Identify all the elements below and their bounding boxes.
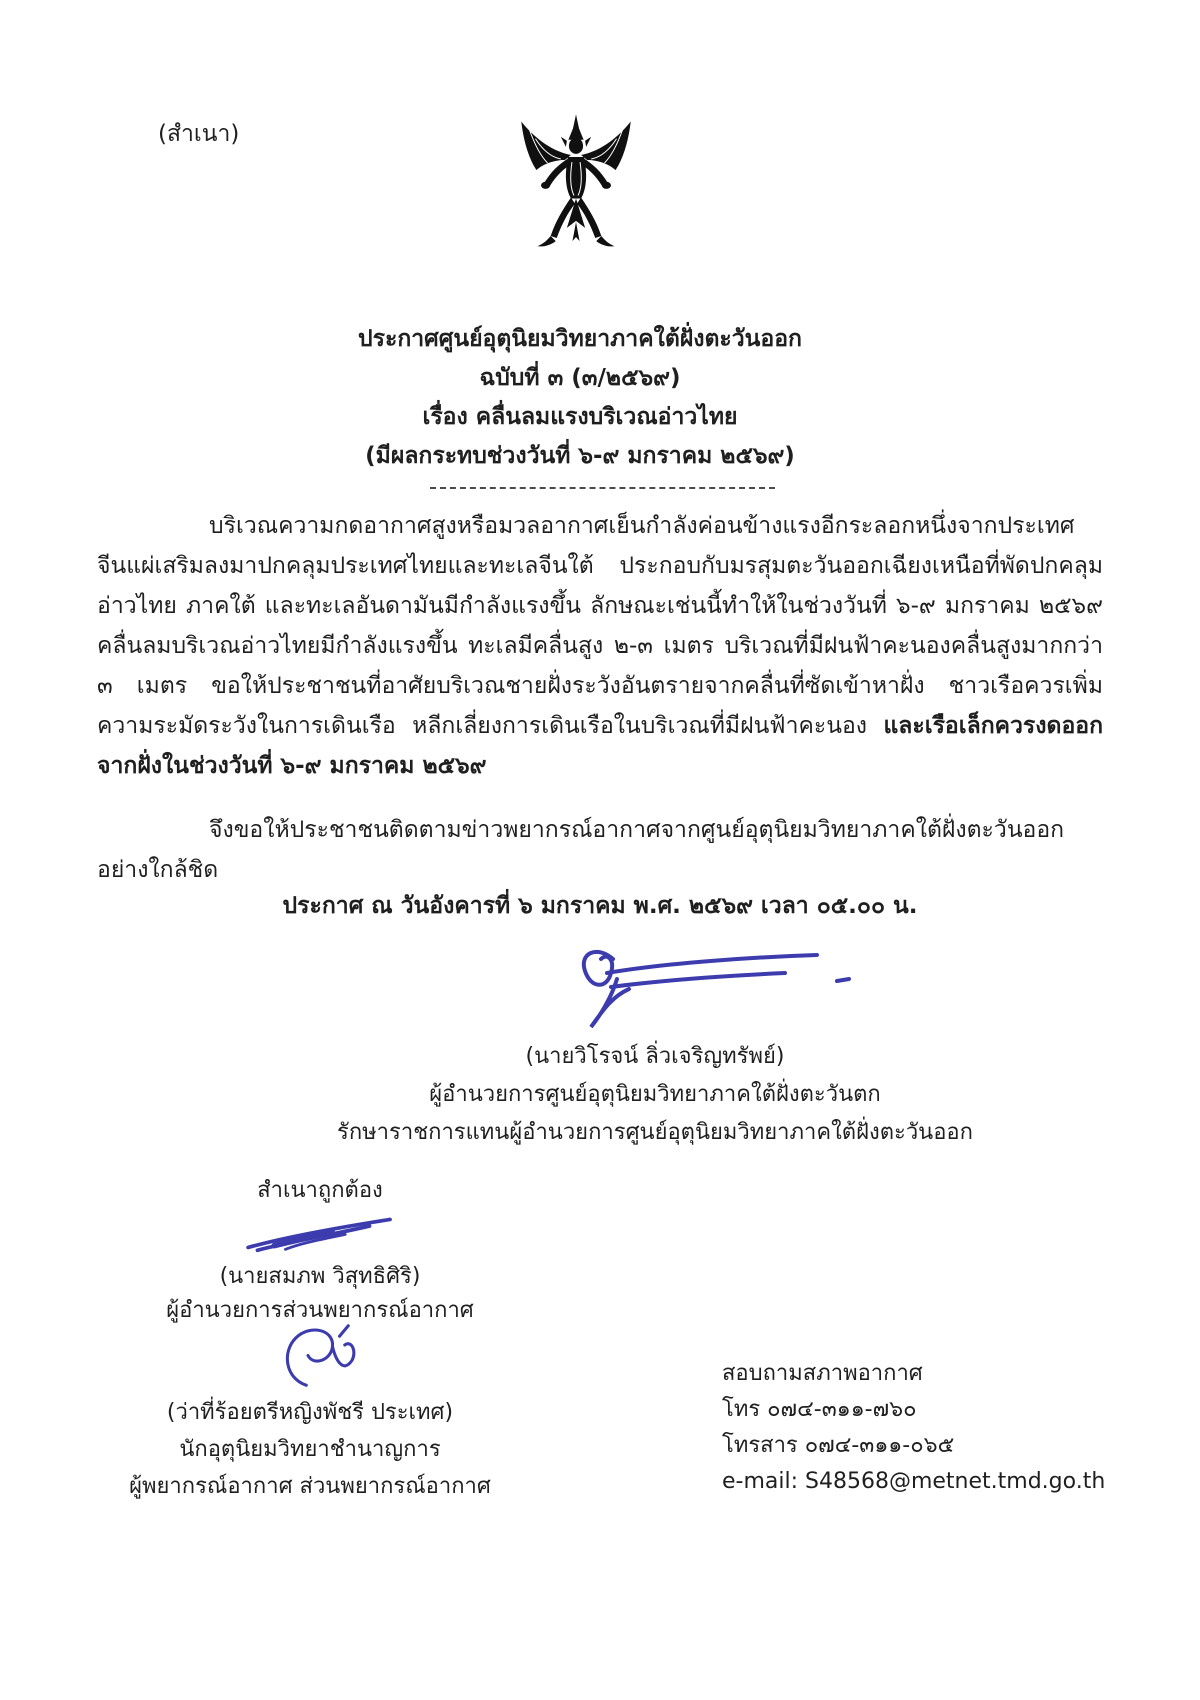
- signature-director-icon: [545, 943, 875, 1035]
- title-line-effective: (มีผลกระทบช่วงวันที่ ๖-๙ มกราคม ๒๕๖๙): [365, 443, 795, 469]
- forecaster-title-1: นักอุตุนิยมวิทยาชำนาญการ: [179, 1437, 441, 1462]
- contact-email: e-mail: S48568@metnet.tmd.go.th: [722, 1469, 1106, 1494]
- certifier-name: (นายสมภพ วิสุทธิศิริ): [219, 1264, 421, 1289]
- announcement-title: [80, 320, 1080, 476]
- title-line-org: ประกาศศูนย์อุตุนิยมวิทยาภาคใต้ฝั่งตะวันออก: [358, 326, 802, 352]
- body-paragraph-2: จึงขอให้ประชาชนติดตามข่าวพยากรณ์อากาศจากศูนย์อุตุนิยมวิทยาภาคใต้ฝั่งตะวันออกอย่างใกล้ชิด: [97, 817, 1065, 883]
- body-paragraph-1: [97, 506, 1103, 786]
- issued-date-line: ประกาศ ณ วันอังคารที่ ๖ มกราคม พ.ศ. ๒๕๖๙ เวลา ๐๕.๐๐ น.: [282, 893, 918, 919]
- certifier-title: ผู้อำนวยการส่วนพยากรณ์อากาศ: [166, 1298, 474, 1323]
- signatory-main-block: [180, 1038, 1130, 1152]
- paragraph-1-text: บริเวณความกดอากาศสูงหรือมวลอากาศเย็นกำลังค่อนข้างแรงอีกระลอกหนึ่งจากประเทศจีนแผ่เสริมลงมาปกคลุมประเทศไทยและทะเลจีนใต้ ประกอบกับมรสุมตะวันออกเฉียงเหนือที่พัดปกคลุมอ่าวไทย ภาคใต้ และทะเลอันดามันมีกำลังแรงขึ้น ลักษณะเช่นนี้ทำให้ในช่วงวันที่ ๖-๙ มกราคม ๒๕๖๙ คลื่นลมบริเวณอ่าวไทยมีกำลังแรงขึ้น ทะเลมีคลื่นสูง ๒-๓ เมตร บริเวณที่มีฝนฟ้าคะนองคลื่นสูงมากกว่า ๓ เมตร ขอให้ประชาชนที่อาศัยบริเวณชายฝั่งระวังอันตรายจากคลื่นที่ซัดเข้าหาฝั่ง ชาวเรือควรเพิ่มความระมัดระวังในการเดินเรือ หลีกเลี่ยงการเดินเรือในบริเวณที่มีฝนฟ้าคะนอง: [97, 513, 1103, 739]
- forecaster-block: [80, 1394, 540, 1505]
- paragraph-1-warning-bold: และเรือเล็กควรงดออกจากฝั่งในช่วงวันที่ ๖-๙ มกราคม ๒๕๖๙: [97, 713, 1103, 779]
- signatory-main-name: (นายวิโรจน์ ลิ่วเจริญทรัพย์): [525, 1044, 785, 1069]
- dashed-divider: [430, 487, 775, 489]
- contact-fax: โทรสาร ๐๗๔-๓๑๑-๐๖๕: [722, 1433, 955, 1458]
- garuda-emblem-icon: [500, 108, 652, 286]
- certification-block: [140, 1174, 500, 1328]
- title-line-issue: ฉบับที่ ๓ (๓/๒๕๖๙): [479, 365, 681, 391]
- signature-forecaster-icon: [278, 1324, 366, 1394]
- copy-label: (สำเนา): [158, 121, 240, 147]
- certification-label: สำเนาถูกต้อง: [257, 1178, 383, 1203]
- signature-certifier-icon: [235, 1212, 405, 1254]
- contact-phone: โทร ๐๗๔-๓๑๑-๗๖๐: [722, 1397, 917, 1422]
- signatory-main-title-2: รักษาราชการแทนผู้อำนวยการศูนย์อุตุนิยมวิทยาภาคใต้ฝั่งตะวันออก: [337, 1120, 973, 1145]
- contact-block: [722, 1356, 1105, 1500]
- contact-heading: สอบถามสภาพอากาศ: [722, 1361, 923, 1386]
- signatory-main-title-1: ผู้อำนวยการศูนย์อุตุนิยมวิทยาภาคใต้ฝั่งตะวันตก: [429, 1082, 881, 1107]
- forecaster-name: (ว่าที่ร้อยตรีหญิงพัชรี ประเทศ): [166, 1400, 454, 1425]
- title-line-subject: เรื่อง คลื่นลมแรงบริเวณอ่าวไทย: [422, 404, 738, 430]
- announcement-body: [97, 506, 1103, 914]
- forecaster-title-2: ผู้พยากรณ์อากาศ ส่วนพยากรณ์อากาศ: [129, 1474, 491, 1499]
